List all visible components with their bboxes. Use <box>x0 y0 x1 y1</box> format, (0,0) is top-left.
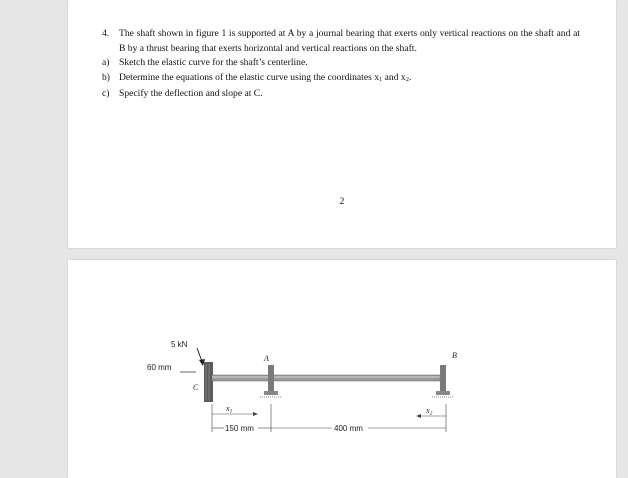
part-b-text <box>119 71 580 88</box>
part-c-label: c) <box>102 88 110 99</box>
part-b-text-2: and x <box>382 71 406 83</box>
part-a-text: Sketch the elastic curve for the shaft’s centerline. <box>119 57 308 68</box>
document-page-1 <box>68 0 616 248</box>
x1-arrow-head <box>253 412 258 416</box>
part-a-label: a) <box>102 57 110 68</box>
bearing-b <box>440 365 446 391</box>
part-b-text-3: . <box>408 71 412 83</box>
point-a-label: A <box>264 354 269 363</box>
problem-statement: The shaft shown in figure 1 is supported at A by a journal bearing that exerts only vertical reactions on the shaft and at B by a thrust bearing that exerts horizontal and vertical reactions on the shaft. <box>119 28 580 54</box>
page-number: 2 <box>339 197 345 207</box>
part-c <box>102 87 580 102</box>
x2-arrow-head <box>416 414 421 418</box>
part-a <box>102 56 580 71</box>
part-b-text-1: Determine the equations of the elastic curve using the coordinates x <box>119 71 380 83</box>
part-b-sub-2: 2 <box>405 75 409 83</box>
point-c-label: C <box>193 383 199 392</box>
part-b-sub-1: 1 <box>379 75 383 83</box>
bearing-b-base <box>436 391 450 395</box>
problem-number: 4. <box>102 28 110 39</box>
pulley-label: 60 mm <box>147 363 172 372</box>
part-b <box>102 71 580 88</box>
part-b-label: b) <box>102 71 110 83</box>
bearing-a <box>268 365 274 391</box>
bearing-a-base <box>264 391 278 395</box>
part-c-text: Specify the deflection and slope at C. <box>119 88 263 99</box>
load-label: 5 kN <box>171 340 188 349</box>
dim2-label: 400 mm <box>334 424 363 433</box>
dim1-label: 150 mm <box>225 424 254 433</box>
x1-label: x1 <box>226 404 233 415</box>
pulley-c <box>204 362 213 402</box>
point-b-label: B <box>452 351 457 360</box>
x2-label: x2 <box>426 406 433 417</box>
shaft-diagram <box>146 334 486 444</box>
shaft-figure <box>146 334 486 444</box>
shaft <box>212 375 440 381</box>
document-page-2 <box>68 260 616 478</box>
problem-block <box>102 27 580 102</box>
